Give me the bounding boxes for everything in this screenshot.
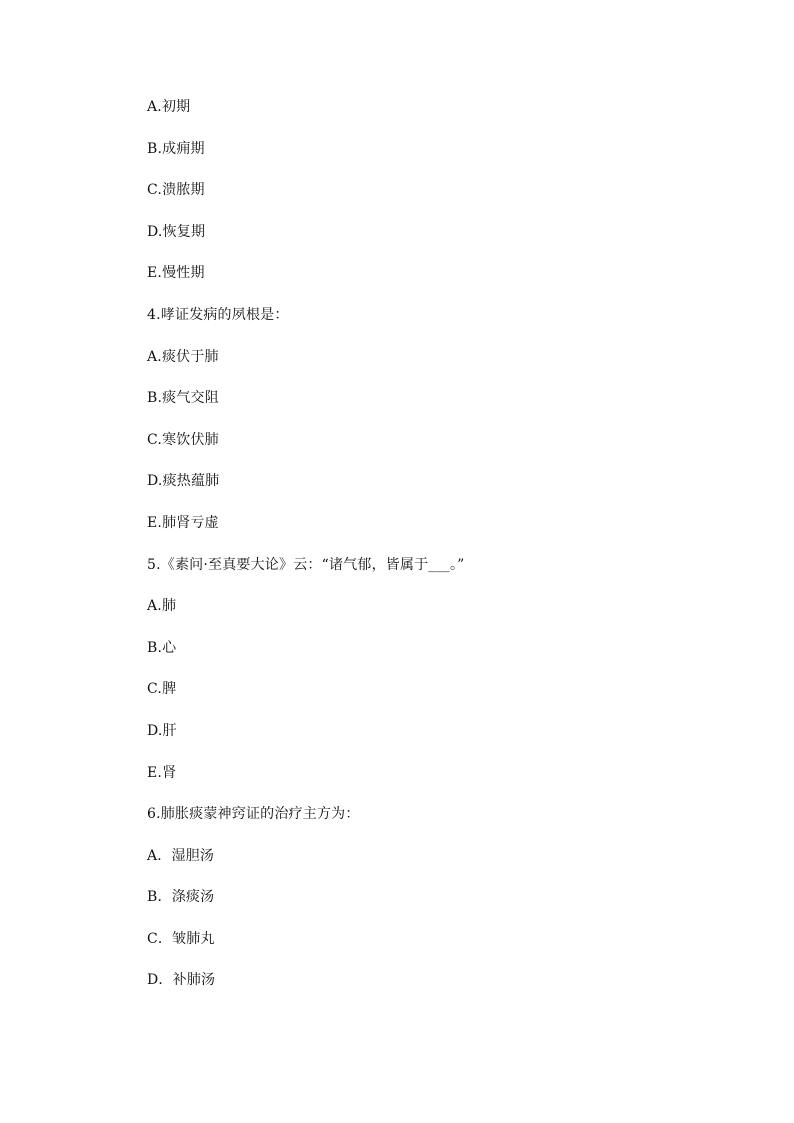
- question-5: 5.《素问·至真要大论》云：“诸气郁，皆属于___。”: [147, 556, 465, 573]
- question-4: 4.哮证发病的夙根是：: [147, 306, 289, 323]
- question-5-option-d: D.肝: [147, 722, 177, 739]
- question-4-option-c: C.寒饮伏肺: [147, 431, 219, 448]
- question-6-option-b: B．涤痰汤: [147, 889, 215, 906]
- question-5-option-b: B.心: [147, 639, 177, 656]
- question-6-option-a: A．湿胆汤: [147, 847, 215, 864]
- option-d-line: D.恢复期: [147, 223, 206, 240]
- question-5-option-c: C.脾: [147, 681, 177, 698]
- option-c-line: C.溃脓期: [147, 182, 205, 199]
- option-a-line: A.初期: [147, 99, 191, 115]
- question-text-block: [147, 96, 747, 1011]
- question-5-option-e: E.肾: [147, 764, 177, 781]
- question-6: 6.肺胀痰蒙神窍证的治疗主方为：: [147, 806, 360, 823]
- question-4-option-b: B.痰气交阻: [147, 390, 219, 407]
- question-6-option-c: C．皱肺丸: [147, 930, 215, 947]
- question-4-option-e: E.肺肾亏虚: [147, 514, 219, 531]
- option-e-line: E.慢性期: [147, 265, 205, 282]
- option-b-line: B.成痈期: [147, 140, 205, 157]
- question-5-option-a: A.肺: [147, 598, 177, 615]
- question-6-option-d: D．补肺汤: [147, 972, 216, 989]
- question-4-option-a: A.痰伏于肺: [147, 348, 219, 365]
- question-4-option-d: D.痰热蕴肺: [147, 473, 220, 490]
